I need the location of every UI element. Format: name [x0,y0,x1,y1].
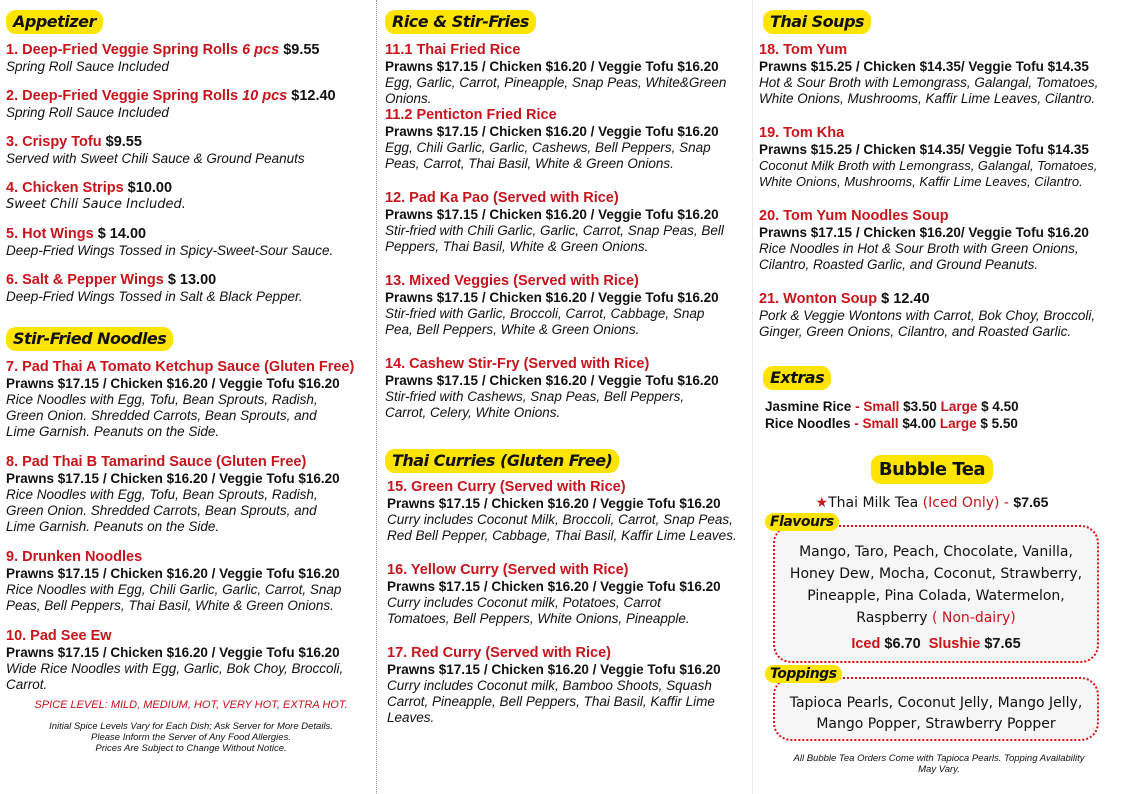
item-price: $ 14.00 [93,226,147,242]
item-prices: Prawns $17.15 / Chicken $16.20 / Veggie Tofu $16.20 [385,290,719,305]
item-desc: Spring Roll Sauce Included [6,105,169,120]
item-name: 1. Deep-Fried Veggie Spring Rolls [6,42,243,58]
item-price: $9.55 [279,42,320,58]
extra-price: $4.00 [898,416,940,431]
item-desc: Deep-Fried Wings Tossed in Spicy-Sweet-Sour Sauce. [6,243,334,258]
section-title-bubble-tea: Bubble Tea [871,455,993,484]
extra-price: $ 5.50 [976,416,1018,431]
menu-item [6,180,376,213]
size-label: Small [863,399,900,414]
disclaimer-line: Prices Are Subject to Change Without Notice. [95,743,287,754]
item-desc: Rice Noodles in Hot & Sour Broth with Green Onions, Cilantro, Roasted Garlic, and Ground Peanuts. [759,241,1079,272]
star-icon: ★ [815,495,829,511]
item-desc: Coconut Milk Broth with Lemongrass, Galangal, Tomatoes, White Onions, Mushrooms, Kaffir Lime Leaves, Cilantro. [759,158,1098,189]
disclaimer [6,721,376,754]
item-name: 3. Crispy Tofu [6,134,102,150]
flavours-text: Mango, Taro, Peach, Chocolate, Vanilla, Honey Dew, Mocha, Coconut, Strawberry, Pineapple, Pina Colada, Watermelon, Raspberry [789,544,1083,626]
toppings-title: Toppings [765,665,842,683]
extra-price: $3.50 [899,399,941,414]
item-name: 11.2 Penticton Fried Rice [385,107,557,123]
item-name: 15. Green Curry (Served with Rice) [387,479,626,495]
section-title-appetizer: Appetizer [6,10,103,34]
flavour-prices [785,633,1087,655]
item-price: $ 12.40 [877,291,930,307]
thai-milk-tea-label: Thai Milk Tea [828,495,919,511]
non-dairy-note: ( Non-dairy) [927,610,1016,626]
section-title-noodles: Stir-Fried Noodles [6,327,173,351]
item-prices: Prawns $17.15 / Chicken $16.20 / Veggie Tofu $16.20 [6,566,340,581]
item-price: $9.55 [101,134,142,150]
item-prices: Prawns $15.25 / Chicken $14.35/ Veggie Tofu $14.35 [759,59,1089,74]
item-prices: Prawns $17.15 / Chicken $16.20 / Veggie Tofu $16.20 [6,645,340,660]
item-prices: Prawns $17.15 / Chicken $16.20 / Veggie Tofu $16.20 [387,579,721,594]
item-prices: Prawns $17.15 / Chicken $16.20 / Veggie Tofu $16.20 [385,59,719,74]
section-title-extras: Extras [763,366,831,390]
item-name: 13. Mixed Veggies (Served with Rice) [385,273,639,289]
iced-price: $6.70 [880,636,921,652]
item-prices: Prawns $17.15 / Chicken $16.20 / Veggie Tofu $16.20 [385,207,719,222]
menu-item [385,190,752,255]
menu-item [385,479,752,544]
item-name: 16. Yellow Curry (Served with Rice) [387,562,629,578]
item-name: 4. Chicken Strips [6,180,124,196]
section-title-rice: Rice & Stir-Fries [385,10,536,34]
item-desc: Stir-fried with Garlic, Broccoli, Carrot, Cabbage, Snap Pea, Bell Peppers, White & Green Onions. [385,306,705,337]
item-qty: 10 pcs [242,88,288,104]
extra-name: Jasmine Rice [765,399,852,414]
toppings-list: Tapioca Pearls, Coconut Jelly, Mango Jelly, Mango Popper, Strawberry Popper [789,695,1083,732]
item-prices: Prawns $17.15 / Chicken $16.20 / Veggie Tofu $16.20 [6,376,340,391]
extras-row [759,415,1122,432]
item-prices: Prawns $17.15 / Chicken $16.20 / Veggie Tofu $16.20 [387,662,721,677]
size-label: Small [862,416,899,431]
menu-item [6,549,376,614]
item-desc: Pork & Veggie Wontons with Carrot, Bok Choy, Broccoli, Ginger, Green Onions, Cilantro, and Roasted Garlic. [759,308,1096,339]
menu-item [6,272,376,305]
iced-only-note: (Iced Only) [918,495,1000,511]
item-name: 14. Cashew Stir-Fry (Served with Rice) [385,356,650,372]
menu-item [385,42,752,107]
item-desc: Hot & Sour Broth with Lemongrass, Galangal, Tomatoes, White Onions, Mushrooms, Kaffir Lime Leaves, Cilantro. [759,75,1099,106]
menu-item [385,107,752,172]
item-prices: Prawns $17.15 / Chicken $16.20 / Veggie Tofu $16.20 [387,496,721,511]
item-prices: Prawns $17.15 / Chicken $16.20 / Veggie Tofu $16.20 [6,471,340,486]
disclaimer-line: Initial Spice Levels Vary for Each Dish; Ask Server for More Details. [49,721,333,732]
item-name: 11.1 Thai Fried Rice [385,42,521,58]
menu-item [6,226,376,259]
menu-item [6,88,376,121]
item-name: 2. Deep-Fried Veggie Spring Rolls [6,88,243,104]
slushie-label: Slushie [928,636,981,652]
thai-milk-tea-line [759,494,1105,511]
menu-item [6,42,376,75]
item-qty: 6 pcs [242,42,280,58]
item-name: 17. Red Curry (Served with Rice) [387,645,612,661]
item-name: 18. Tom Yum [759,42,848,58]
menu-item [385,356,752,421]
item-desc: Curry includes Coconut milk, Potatoes, Carrot Tomatoes, Bell Peppers, White Onions, Pineapple. [387,595,690,626]
item-desc: Rice Noodles with Egg, Tofu, Bean Sprouts, Radish, Green Onion. Shredded Carrots, Bean Sprouts, and Lime Garnish. Peanuts on the Side. [6,392,318,439]
size-label: Large [940,399,978,414]
item-name: 19. Tom Kha [759,125,845,141]
item-name: 6. Salt & Pepper Wings [6,272,164,288]
item-desc: Wide Rice Noodles with Egg, Garlic, Bok Choy, Broccoli, Carrot. [6,661,344,692]
column-left [0,0,376,794]
thai-milk-tea-price: $7.65 [1013,494,1049,510]
column-middle [376,0,752,794]
menu-item [385,562,752,627]
menu-item [759,291,1122,340]
section-title-soups: Thai Soups [763,10,871,34]
item-desc: Served with Sweet Chili Sauce & Ground Peanuts [6,151,305,166]
bubble-tea-footnote: All Bubble Tea Orders Come with Tapioca Pearls. Topping Availability May Vary. [793,753,1085,775]
item-name: 9. Drunken Noodles [6,549,143,565]
disclaimer-line: Please Inform the Server of Any Food Allergies. [91,732,291,743]
item-desc: Deep-Fried Wings Tossed in Salt & Black Pepper. [6,289,303,304]
extras-row [759,398,1122,415]
item-desc: Stir-fried with Cashews, Snap Peas, Bell Peppers, Carrot, Celery, White Onions. [385,389,685,420]
menu-item [385,273,752,338]
extra-price: $ 4.50 [977,399,1019,414]
item-price: $12.40 [287,88,336,104]
separator: - [850,416,863,431]
menu-item [6,628,376,693]
item-desc: Rice Noodles with Egg, Tofu, Bean Sprouts, Radish, Green Onion. Shredded Carrots, Bean Sprouts, and Lime Garnish. Peanuts on the Side. [6,487,318,534]
menu-item [759,208,1122,273]
menu-item [759,125,1122,190]
item-name: 20. Tom Yum Noodles Soup [759,208,949,224]
slushie-price: $7.65 [980,636,1021,652]
iced-label: Iced [851,636,881,652]
menu-item [385,645,752,726]
item-name: 8. Pad Thai B Tamarind Sauce (Gluten Free) [6,454,307,470]
toppings-panel [770,666,1099,741]
column-right [752,0,1122,794]
section-title-curries: Thai Curries (Gluten Free) [385,449,619,473]
size-label: Large [939,416,977,431]
item-desc: Curry includes Coconut milk, Bamboo Shoots, Squash Carrot, Pineapple, Bell Peppers, Thai Basil, Kaffir Lime Leaves. [387,678,715,725]
separator: - [851,399,864,414]
menu-item [6,134,376,167]
item-name: 12. Pad Ka Pao (Served with Rice) [385,190,619,206]
item-name: 5. Hot Wings [6,226,94,242]
item-prices: Prawns $17.15 / Chicken $16.20/ Veggie Tofu $16.20 [759,225,1089,240]
menu-item [6,359,376,440]
item-name: 7. Pad Thai A Tomato Ketchup Sauce (Gluten Free) [6,359,355,375]
menu-item [6,454,376,535]
item-desc: Curry includes Coconut Milk, Broccoli, Carrot, Snap Peas, Red Bell Pepper, Cabbage, Thai Basil, Kaffir Lime Leaves. [387,512,737,543]
item-name: 10. Pad See Ew [6,628,112,644]
item-prices: Prawns $15.25 / Chicken $14.35/ Veggie Tofu $14.35 [759,142,1089,157]
spice-level-note: SPICE LEVEL: MILD, MEDIUM, HOT, VERY HOT, EXTRA HOT. [34,699,348,711]
item-name: 21. Wonton Soup [759,291,878,307]
item-prices: Prawns $17.15 / Chicken $16.20 / Veggie Tofu $16.20 [385,124,719,139]
menu-item [759,42,1122,107]
item-price: $ 13.00 [163,272,217,288]
extra-name: Rice Noodles [765,416,851,431]
item-desc: Sweet Chili Sauce Included. [6,197,186,212]
item-desc: Spring Roll Sauce Included [6,59,169,74]
flavours-title: Flavours [765,513,839,531]
item-prices: Prawns $17.15 / Chicken $16.20 / Veggie Tofu $16.20 [385,373,719,388]
flavours-list [785,541,1087,629]
flavours-panel [770,514,1099,663]
item-desc: Egg, Garlic, Carrot, Pineapple, Snap Peas, White&Green Onions. [385,75,727,106]
separator: - [999,495,1014,511]
item-desc: Rice Noodles with Egg, Chili Garlic, Garlic, Carrot, Snap Peas, Bell Peppers, Thai Basil, White & Green Onions. [6,582,342,613]
item-price: $10.00 [123,180,173,196]
item-desc: Stir-fried with Chili Garlic, Garlic, Carrot, Snap Peas, Bell Peppers, Thai Basil, White & Green Onions. [385,223,724,254]
item-desc: Egg, Chili Garlic, Garlic, Cashews, Bell Peppers, Snap Peas, Carrot, Thai Basil, White & Green Onions. [385,140,711,171]
